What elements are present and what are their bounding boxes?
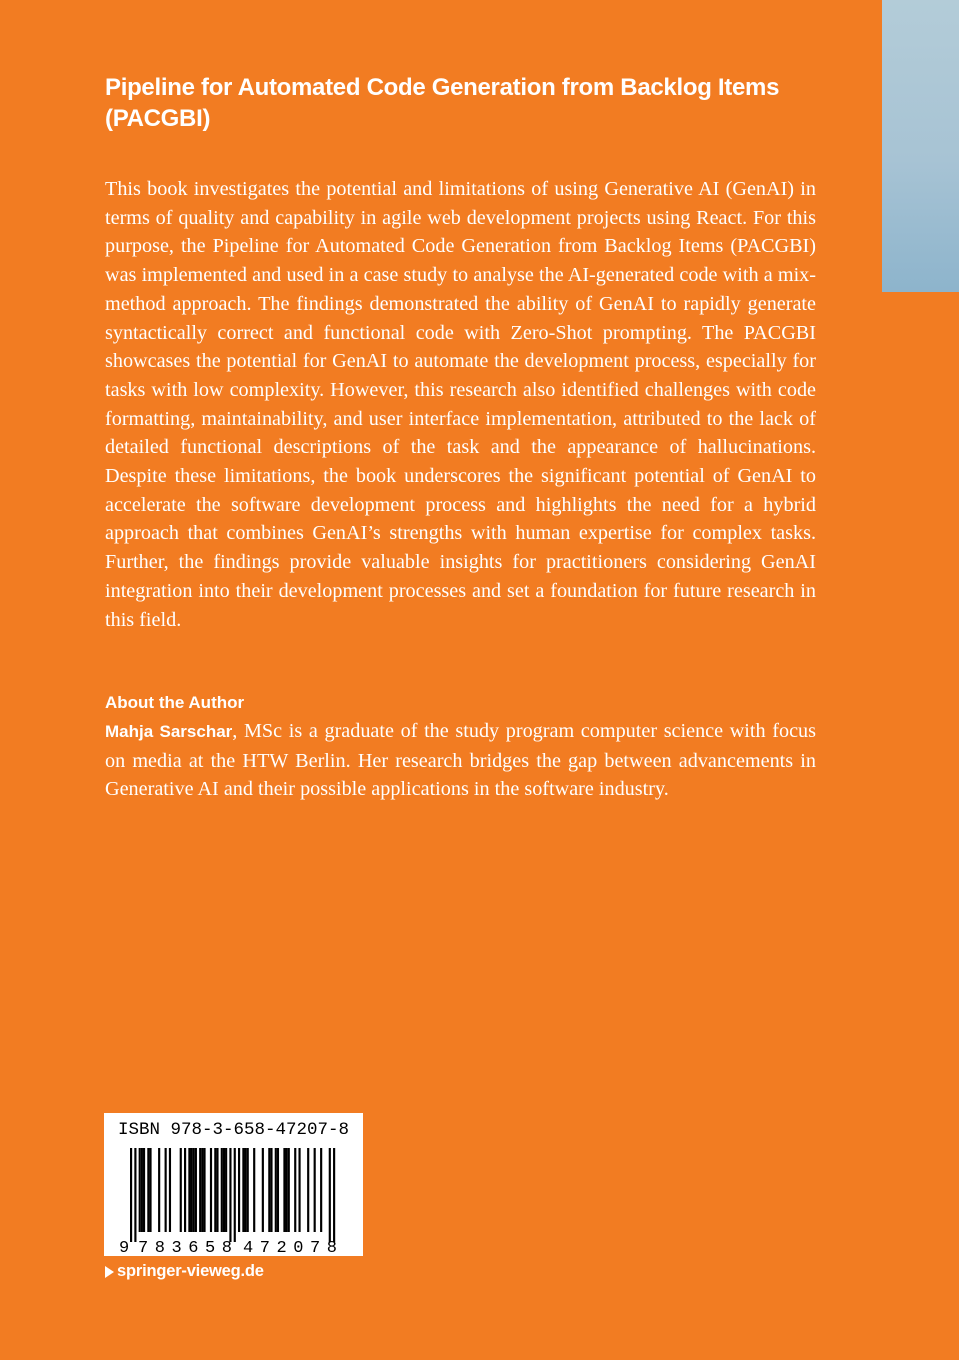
- barcode-bar: [223, 1148, 225, 1232]
- barcode-bar: [221, 1148, 223, 1232]
- barcode-bar: [199, 1148, 201, 1232]
- barcode-bar: [314, 1148, 316, 1232]
- publisher-url: springer-vieweg.de: [117, 1262, 264, 1280]
- barcode-bar: [277, 1148, 279, 1232]
- barcode-bar: [139, 1148, 141, 1232]
- barcode-bar: [262, 1148, 264, 1232]
- barcode-bar: [184, 1148, 186, 1232]
- barcode-bar: [307, 1148, 309, 1232]
- barcode-bar: [242, 1148, 244, 1232]
- barcode-bar: [247, 1148, 249, 1232]
- barcode-bar: [214, 1148, 216, 1232]
- barcode-bar: [268, 1148, 270, 1232]
- barcode-bar: [147, 1148, 149, 1232]
- barcode-bar: [201, 1148, 203, 1232]
- barcode-guard-bar: [234, 1148, 236, 1242]
- barcode-bar: [275, 1148, 277, 1232]
- barcode-bar: [286, 1148, 288, 1232]
- isbn-label: ISBN 978-3-658-47207-8: [118, 1120, 350, 1140]
- barcode-bar: [165, 1148, 167, 1232]
- publisher-website-link[interactable]: [105, 1262, 264, 1281]
- barcode-bar: [270, 1148, 272, 1232]
- barcode-bar: [180, 1148, 182, 1232]
- barcode-bar: [141, 1148, 143, 1232]
- book-abstract: This book investigates the potential and limitations of using Generative AI (GenAI) in terms of quality and capability in agile web development projects using React. For this purpose, the Pipeline for Automated Code Generation from Backlog Items (PACGBI) was implemented and used in a case study to analyse the AI-generated code with a mix-method approach. The findings demonstrated the ability of GenAI to rapidly generate syntactically correct and functional code with Zero-Shot prompting. The PACGBI showcases the potential for GenAI to automate the development process, especially for tasks with low complexity. However, this research also identified challenges with code formatting, maintainability, and user interface implementation, attributed to the lack of detailed functional descriptions of the task and the appearance of hallucinations. Despite these limitations, the book underscores the significant potential of GenAI to accelerate the software development process and highlights the need for a hybrid approach that combines GenAI’s strengths with human expertise for complex tasks. Further, the findings provide valuable insights for practitioners considering GenAI integration into their development processes and set a foundation for future research in this field.: [105, 178, 816, 631]
- barcode-bar: [210, 1148, 212, 1232]
- barcode-guard-bar: [329, 1148, 331, 1242]
- barcode-bar: [169, 1148, 171, 1232]
- barcode-guard-bar: [333, 1148, 335, 1242]
- barcode-bar: [190, 1148, 192, 1232]
- barcode-bar: [149, 1148, 151, 1232]
- barcode-bar: [294, 1148, 296, 1232]
- triangle-right-icon: [105, 1266, 114, 1278]
- barcode-bar: [283, 1148, 285, 1232]
- barcode-guard-bar: [229, 1148, 231, 1242]
- author-name: Mahja Sarschar: [105, 722, 233, 741]
- author-heading: About the Author: [105, 693, 245, 712]
- author-bio-paragraph: [105, 717, 816, 804]
- barcode-bar: [288, 1148, 290, 1232]
- barcode-bar: [225, 1148, 227, 1232]
- barcode-left-digits: 783658: [138, 1239, 232, 1256]
- barcode-bar: [238, 1148, 240, 1232]
- barcode-bar: [203, 1148, 205, 1232]
- barcode-bar: [195, 1148, 197, 1232]
- barcode-guard-bar: [134, 1148, 136, 1242]
- barcode-bar: [320, 1148, 322, 1232]
- corner-color-tab: [882, 0, 959, 292]
- barcode-lead-digit: 9: [119, 1239, 130, 1256]
- barcode-right-digits: 472078: [243, 1239, 337, 1256]
- barcode-guard-bar: [130, 1148, 132, 1242]
- barcode-graphic: [104, 1113, 363, 1256]
- barcode-bar: [188, 1148, 190, 1232]
- barcode-bar: [143, 1148, 145, 1232]
- barcode-bar: [298, 1148, 300, 1232]
- barcode-bar: [158, 1148, 160, 1232]
- barcode-bar: [253, 1148, 255, 1232]
- isbn-barcode: [104, 1113, 363, 1256]
- barcode-bars: [130, 1148, 335, 1242]
- barcode-bar: [244, 1148, 246, 1232]
- barcode-bar: [193, 1148, 195, 1232]
- barcode-bar: [216, 1148, 218, 1232]
- book-title: Pipeline for Automated Code Generation from Backlog Items (PACGBI): [105, 74, 780, 132]
- author-bio-text: , MSc is a graduate of the study program computer science with focus on media at the HTW Berlin. Her research bridges the gap between advancements in Generative AI and their possible applications in the software industry.: [105, 720, 816, 801]
